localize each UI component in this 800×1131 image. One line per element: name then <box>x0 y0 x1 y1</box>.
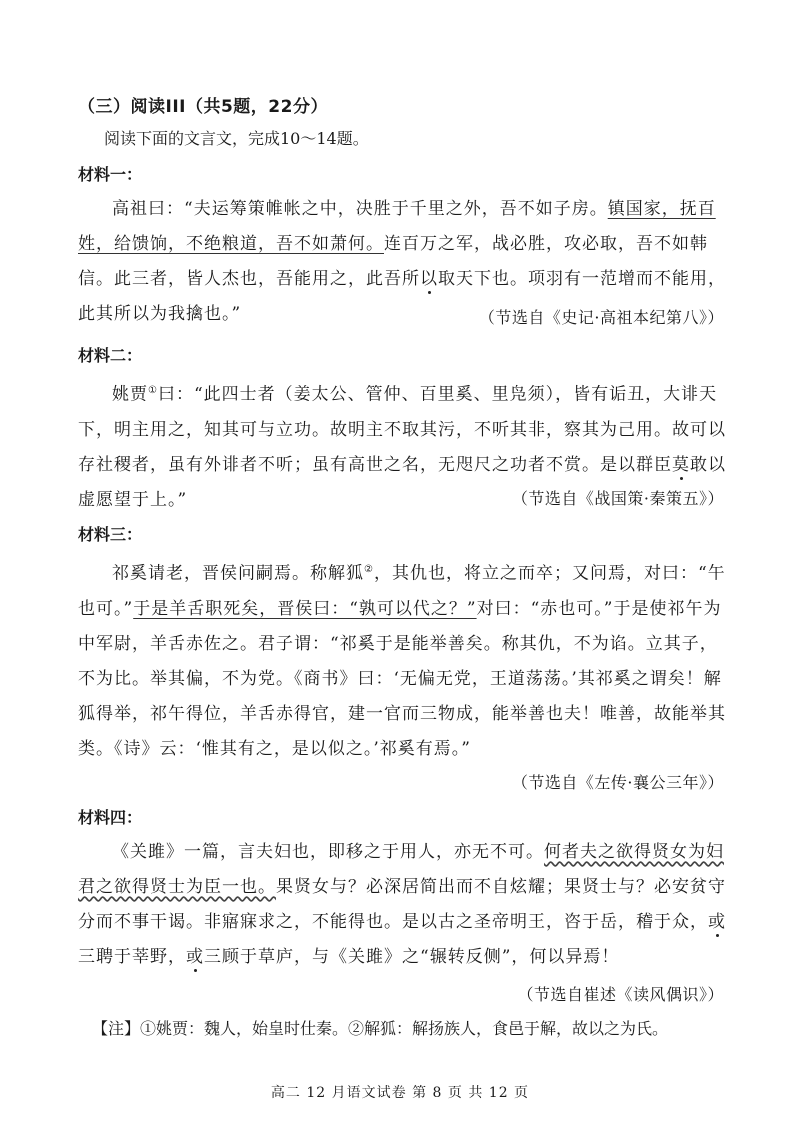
material-4-part-b1: 果贤女与？必深居简出而不自炫耀；果贤士与？必安贫守分而不事干谒。非寤寐求之，不能得也。是以古之圣帝明王，咨于岳，稽于众， <box>78 877 726 932</box>
page-footer: 高二 12 月语文试卷 第 8 页 共 12 页 <box>270 1085 530 1101</box>
material-4-part-b2: 三聘于莘野， <box>78 947 186 967</box>
material-1-part-b1: 连百万之军，战必胜，攻必取，吾不如韩信。此三者，皆人杰也，吾能用之，此吾所 <box>78 234 708 289</box>
material-1-dotted-char: 以 <box>420 269 438 289</box>
instruction-text: 阅读下面的文言文，完成10～14题。 <box>104 129 369 148</box>
material-4-part-b3: 三顾于草庐，与《关雎》之“辗转反侧”，何以异焉！ <box>204 947 620 967</box>
material-2-dotted-char: 莫 <box>672 454 690 475</box>
material-3-part-b: ，其仇也，将立之而卒；又问焉，对曰：“午也可。” <box>78 563 726 619</box>
material-3-text <box>78 552 726 767</box>
material-2-part-b1: 曰：“此四士者（姜太公、管仲、百里奚、里凫须），皆有诟丑，大诽天下，明主用之，知其可与立功。故明主不取其污，不听其非，察其为己用。故可以存社稷者，虽有外诽者不听；虽有高世之名，无咫尺之功者不赏。是以群臣 <box>78 384 726 475</box>
material-3-part-c: 对曰：“赤也可。”于是使祁午为中军尉，羊舌赤佐之。君子谓：“祁奚于是能举善矣。称其仇，不为谄。立其子，不为比。举其偏，不为党。《商书》曰：‘无偏无党，王道荡荡。’其祁奚之谓矣！解狐得举，祁午得位，羊舌赤得官，建一官而三物成，能举善也夫！唯善，故能举其类。《诗》云：‘惟其有之，是以似之。’祁奚有焉。” <box>78 598 726 759</box>
material-2-label: 材料二： <box>78 346 143 365</box>
material-3-part-a: 祁奚请老，晋侯问嗣焉。称解狐 <box>112 563 364 584</box>
material-3-underlined-sentence: 于是羊舌职死矣，晋侯曰：“孰可以代之？” <box>133 598 477 619</box>
material-1-part-a: 高祖曰：“夫运筹策帷帐之中，决胜于千里之外，吾不如子房。 <box>112 199 608 219</box>
material-1-underlined-sentence: 镇国家，抚百姓，给馈饷，不绝粮道，吾不如萧何。 <box>78 199 716 254</box>
material-2-source: （节选自《战国策·秦策五》） <box>511 489 724 508</box>
note-marker-2: ② <box>364 564 374 575</box>
material-4-label: 材料四： <box>78 808 143 827</box>
material-4-dotted-char-1: 或 <box>708 912 726 932</box>
footnote: 【注】①姚贾：魏人，始皇时仕秦。②解狐：解扬族人，食邑于解，故以之为氏。 <box>92 1019 669 1038</box>
section-title: （三）阅读III（共5题，22分） <box>78 97 328 117</box>
material-2-part-a: 姚贾 <box>112 384 148 405</box>
material-4-dotted-char-2: 或 <box>186 947 204 967</box>
material-1-label: 材料一： <box>78 165 143 184</box>
material-1-part-b2: 取天下也。项羽有一范增而不能用，此其所以为我擒也。” <box>78 269 726 324</box>
material-4-source: （节选自崔述《读风偶识》） <box>517 985 724 1004</box>
material-4-part-a: 《关雎》一篇，言夫妇也，即移之于用人，亦无不可。 <box>112 842 544 862</box>
material-3-source: （节选自《左传·襄公三年》） <box>511 773 724 792</box>
material-2-part-b2: 敢以虚愿望于上。” <box>78 454 726 510</box>
material-3-label: 材料三： <box>78 525 143 544</box>
note-marker-1: ① <box>148 385 158 396</box>
material-1-source: （节选自《史记·高祖本纪第八》） <box>478 308 724 327</box>
material-4-wavy-underlined-sentence: 何者夫之欲得贤女为妇君之欲得贤士为臣一也。 <box>78 842 724 897</box>
material-4-text <box>78 835 726 975</box>
